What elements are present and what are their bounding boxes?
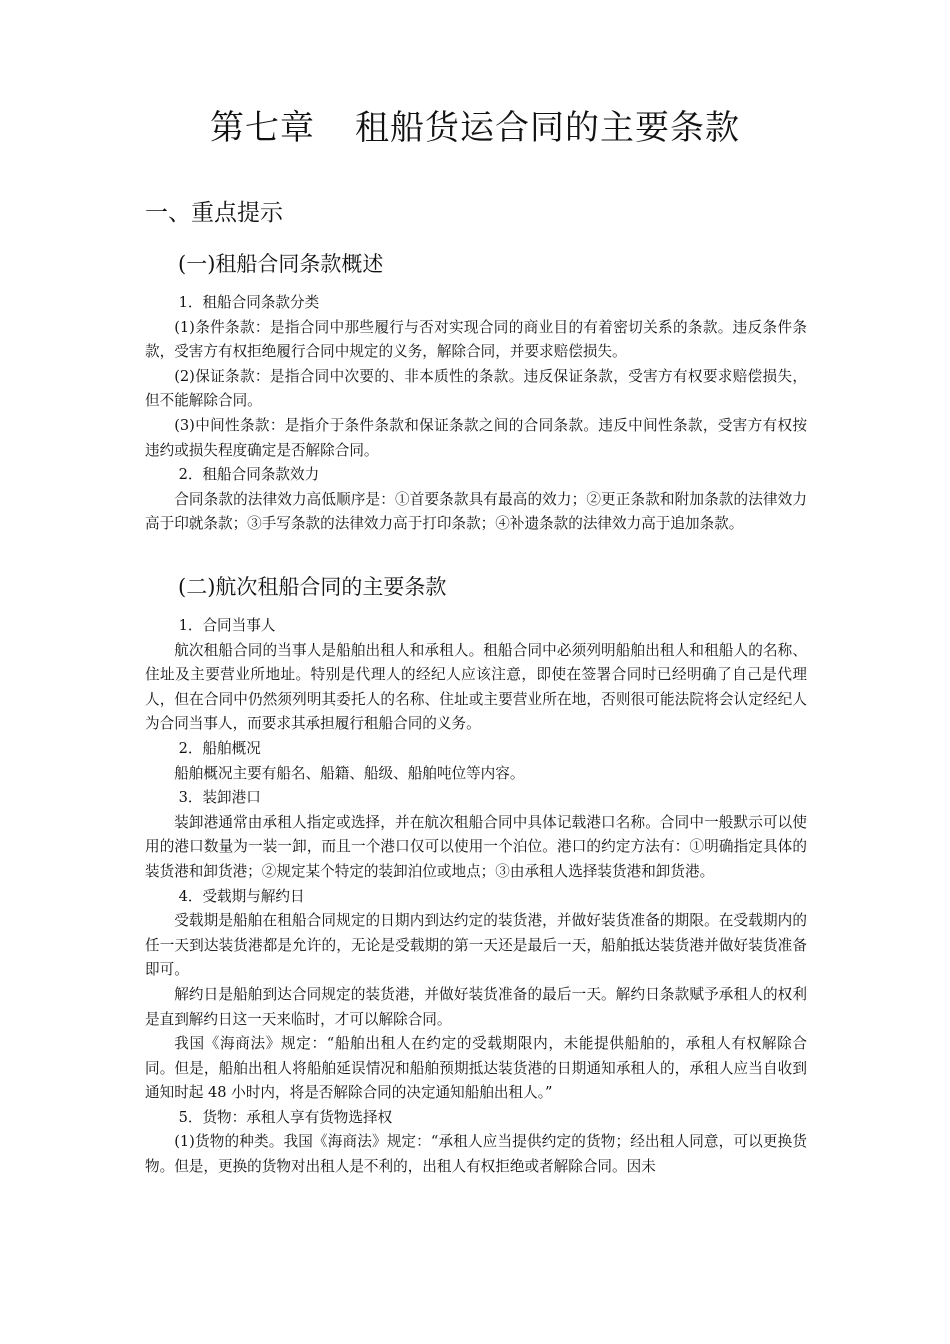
paragraph: 我国《海商法》规定：“船舶出租人在约定的受载期限内，未能提供船舶的，承租人有权解除合同。但是，船舶出租人将船舶延误情况和船舶预期抵达装货港的日期通知承租人的，承租人应当自收到通知时起 48 小时内，将是否解除合同的决定通知船舶出租人。” xyxy=(145,1035,807,1102)
item-heading: 2．租船合同条款效力 xyxy=(178,466,320,484)
chapter-title xyxy=(0,100,950,149)
item-heading: 2．船舶概况 xyxy=(178,739,261,757)
subsection-heading-1: (一)租船合同条款概述 xyxy=(178,252,384,276)
paragraph: (3)中间性条款：是指介于条件条款和保证条款之间的合同条款。违反中间性条款，受害方有权按违约或损失程度确定是否解除合同。 xyxy=(145,416,807,459)
item-heading: 4．受载期与解约日 xyxy=(178,887,305,905)
subsection-2-body xyxy=(145,614,807,1180)
section-heading: 一、重点提示 xyxy=(145,200,283,226)
paragraph: 装卸港通常由承租人指定或选择，并在航次租船合同中具体记载港口名称。合同中一般默示可以使用的港口数量为一装一卸，而且一个港口仅可以使用一个泊位。港口的约定方法有：①明确指定具体的装货港和卸货港；②规定某个特定的装卸泊位或地点；③由承租人选择装货港和卸货港。 xyxy=(145,813,807,880)
chapter-name: 租船货运合同的主要条款 xyxy=(355,108,740,148)
item-heading: 1．租船合同条款分类 xyxy=(178,294,320,311)
item-heading: 5．货物：承租人享有货物选择权 xyxy=(178,1108,393,1126)
subsection-heading-2: (二)航次租船合同的主要条款 xyxy=(178,575,447,599)
item-heading: 3．装卸港口 xyxy=(178,789,261,807)
paragraph: 解约日是船舶到达合同规定的装货港，并做好装货准备的最后一天。解约日条款赋予承租人的权利是直到解约日这一天来临时，才可以解除合同。 xyxy=(145,985,807,1028)
paragraph: (2)保证条款：是指合同中次要的、非本质性的条款。违反保证条款，受害方有权要求赔偿损失，但不能解除合同。 xyxy=(145,367,807,410)
chapter-number: 第七章 xyxy=(210,108,315,148)
paragraph: 受载期是船舶在租船合同规定的日期内到达约定的装货港，并做好装货准备的期限。在受载期内的任一天到达装货港都是允许的，无论是受载期的第一天还是最后一天，船舶抵达装货港并做好装货准备即可。 xyxy=(145,912,807,979)
paragraph: (1)货物的种类。我国《海商法》规定：“承租人应当提供约定的货物；经出租人同意，可以更换货物。但是，更换的货物对出租人是不利的，出租人有权拒绝或者解除合同。因未 xyxy=(145,1133,807,1176)
paragraph: 船舶概况主要有船名、船籍、船级、船舶吨位等内容。 xyxy=(174,764,525,782)
paragraph: 航次租船合同的当事人是船舶出租人和承租人。租船合同中必须列明船舶出租人和租船人的名称、住址及主要营业所地址。特别是代理人的经纪人应该注意，即使在签署合同时已经明确了自己是代理人，但在合同中仍然须列明其委托人的名称、住址或主要营业所在地，否则很可能法院将会认定经纪人为合同当事人，而要求其承担履行租船合同的义务。 xyxy=(145,641,807,733)
subsection-1-body xyxy=(145,291,807,537)
item-heading: 1．合同当事人 xyxy=(178,617,276,634)
paragraph: (1)条件条款：是指合同中那些履行与否对实现合同的商业目的有着密切关系的条款。违反条件条款，受害方有权拒绝履行合同中规定的义务，解除合同，并要求赔偿损失。 xyxy=(145,318,807,361)
paragraph: 合同条款的法律效力高低顺序是：①首要条款具有最高的效力；②更正条款和附加条款的法律效力高于印就条款；③手写条款的法律效力高于打印条款；④补遗条款的法律效力高于追加条款。 xyxy=(145,490,807,533)
